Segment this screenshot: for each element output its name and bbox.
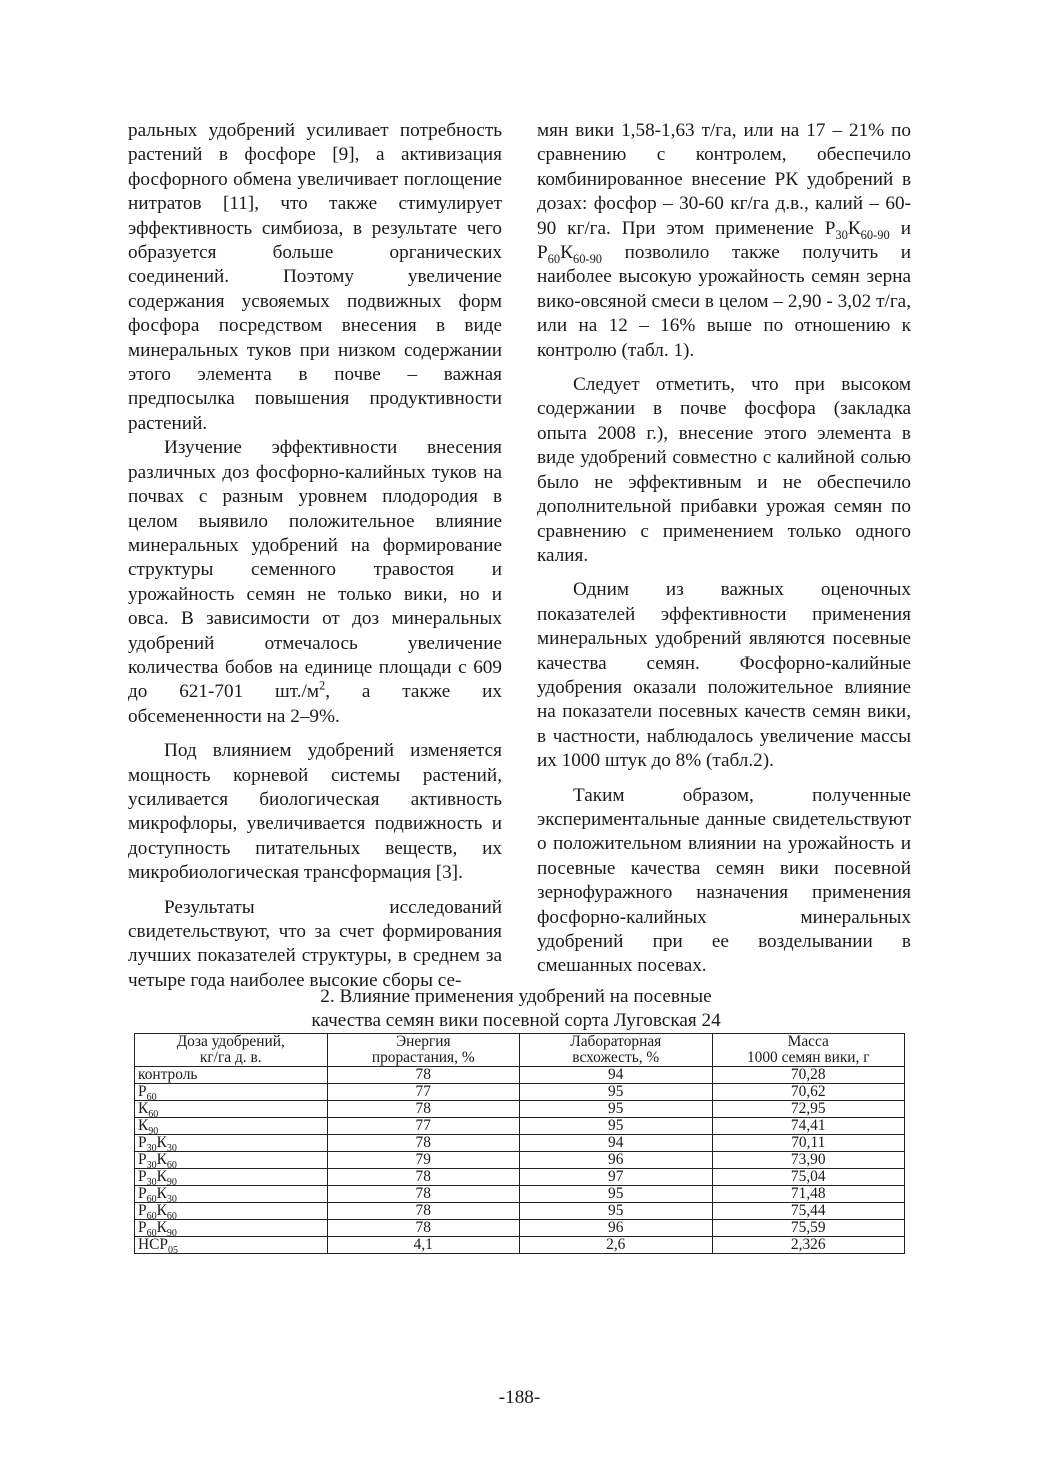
cell-lab-germination: 97 [520,1169,713,1186]
cell-dose: $Р_{60}К_{30}$ [135,1186,328,1203]
cell-dose: $Р_{30}К_{30}$ [135,1135,328,1152]
header-dose: Доза удобрений, кг/га д. в. [135,1034,328,1067]
cell-dose: $НСР_{05}$ [135,1237,328,1254]
table-row [135,1067,905,1084]
header-seed-mass: Масса 1000 семян вики, г [712,1034,905,1067]
table-row [135,1186,905,1203]
table-row [135,1237,905,1254]
cell-dose: $К_{60}$ [135,1101,328,1118]
cell-dose: $Р_{30}К_{60}$ [135,1152,328,1169]
right-paragraph-1: мян вики 1,58-1,63 т/га, или на 17 – 21% по сравнению с контролем, обеспечило комбинированное внесение РК удобрений в дозах: фосфор – 30-60 кг/га д.в., калий – 60-90 кг/га. При этом применение $Р_{30}К_{60-90}$ и $Р_{60}К_{60-90}$ позволило также получить и наиболее высокую урожайность семян зерна вико-овсяной смеси в целом – 2,90 - 3,02 т/га, или на 12 – 16% выше по отношению к контролю (табл. 1). [537,120,911,361]
right-paragraph-3: Одним из важных оценочных показателей эффективности применения минеральных удобрений являются посевные качества семян. Фосфорно-калийные удобрения оказали положительное влияние на показатели посевных качеств семян вики, в частности, наблюдалось увеличение массы их 1000 штук до 8% (табл.2). [537,579,911,772]
table-row [135,1084,905,1101]
cell-germination-energy: 77 [327,1118,520,1135]
cell-germination-energy: 78 [327,1101,520,1118]
cell-germination-energy: 79 [327,1152,520,1169]
table-caption: 2. Влияние применения удобрений на посевные качества семян вики посевной сорта Луговская 24 [311,986,721,1031]
left-paragraph-2: Изучение эффективности внесения различных доз фосфорно-калийных туков на почвах с разным уровнем плодородия в целом выявило положительное влияние минеральных удобрений на формирование структуры семенного травостоя и урожайность семян не только вики, но и овса. В зависимости от доз минеральных удобрений отмечалось увеличение количества бобов на единице площади с 609 до 621-701 $шт./м^2$, а также их обсемененности на 2–9%. [128,437,503,727]
cell-dose: $Р_{30}К_{90}$ [135,1169,328,1186]
left-paragraph-3: Под влиянием удобрений изменяется мощность корневой системы растений, усиливается биологическая активность микрофлоры, увеличивается подвижность и доступность питательных веществ, их микробиологическая трансформация [3]. [128,740,502,884]
header-germination-energy: Энергия прорастания, % [327,1034,520,1067]
cell-seed-mass: 70,62 [712,1084,905,1101]
cell-seed-mass: 70,11 [712,1135,905,1152]
left-paragraph-4: Результаты исследований свидетельствуют, что за счет формирования лучших показателей структуры, в среднем за четыре года наиболее высокие сборы се- [128,896,502,991]
cell-seed-mass: 2,326 [712,1237,905,1254]
cell-dose: $Р_{60}$ [135,1084,328,1101]
table-row [135,1152,905,1169]
table-header-row [135,1034,905,1067]
table-row [135,1135,905,1152]
table-row [135,1101,905,1118]
cell-lab-germination: 95 [520,1186,713,1203]
cell-germination-energy: 78 [327,1135,520,1152]
cell-lab-germination: 94 [520,1135,713,1152]
table-row [135,1220,905,1237]
table-row [135,1169,905,1186]
right-column [537,119,911,979]
cell-germination-energy: 78 [327,1203,520,1220]
cell-seed-mass: 75,04 [712,1169,905,1186]
cell-lab-germination: 96 [520,1152,713,1169]
cell-germination-energy: 78 [327,1067,520,1084]
cell-lab-germination: 95 [520,1084,713,1101]
cell-lab-germination: 2,6 [520,1237,713,1254]
cell-dose: контроль [135,1067,328,1084]
seed-quality-table [134,1033,905,1257]
right-paragraph-4: Таким образом, полученные экспериментальные данные свидетельствуют о положительном влиянии на урожайность и посевные качества семян вики посевной зернофуражного назначения применения фосфорно-калийных минеральных удобрений при ее возделывании в смешанных посевах. [537,784,911,977]
page-number: -188- [498,1387,541,1408]
cell-lab-germination: 94 [520,1067,713,1084]
cell-dose: $Р_{60}К_{90}$ [135,1220,328,1237]
cell-seed-mass: 74,41 [712,1118,905,1135]
cell-seed-mass: 70,28 [712,1067,905,1084]
left-column [128,119,502,993]
cell-lab-germination: 95 [520,1203,713,1220]
cell-germination-energy: 78 [327,1169,520,1186]
cell-germination-energy: 78 [327,1220,520,1237]
cell-germination-energy: 4,1 [327,1237,520,1254]
cell-seed-mass: 75,44 [712,1203,905,1220]
right-paragraph-2: Следует отметить, что при высоком содержании в почве фосфора (закладка опыта 2008 г.), внесение этого элемента в виде удобрений совместно с калийной солью было не эффективным и не обеспечило дополнительной прибавки урожая семян по сравнению с применением только одного калия. [537,374,911,566]
cell-germination-energy: 78 [327,1186,520,1203]
cell-seed-mass: 73,90 [712,1152,905,1169]
cell-germination-energy: 77 [327,1084,520,1101]
cell-lab-germination: 95 [520,1101,713,1118]
cell-seed-mass: 72,95 [712,1101,905,1118]
table-row [135,1203,905,1220]
cell-dose: $Р_{60}К_{60}$ [135,1203,328,1220]
cell-seed-mass: 75,59 [712,1220,905,1237]
table-row [135,1118,905,1135]
cell-seed-mass: 71,48 [712,1186,905,1203]
cell-lab-germination: 96 [520,1220,713,1237]
header-lab-germination: Лабораторная всхожесть, % [520,1034,713,1067]
cell-dose: $К_{90}$ [135,1118,328,1135]
cell-lab-germination: 95 [520,1118,713,1135]
left-paragraph-1: ральных удобрений усиливает потребность растений в фосфоре [9], а активизация фосфорного обмена увеличивает поглощение нитратов [11], что также стимулирует эффективность симбиоза, в результате чего образуется больше органических соединений. Поэтому увеличение содержания усвояемых подвижных форм фосфора посредством внесения в виде минеральных туков при низком содержании этого элемента в почве – важная предпосылка повышения продуктивности растений. [128,120,502,434]
